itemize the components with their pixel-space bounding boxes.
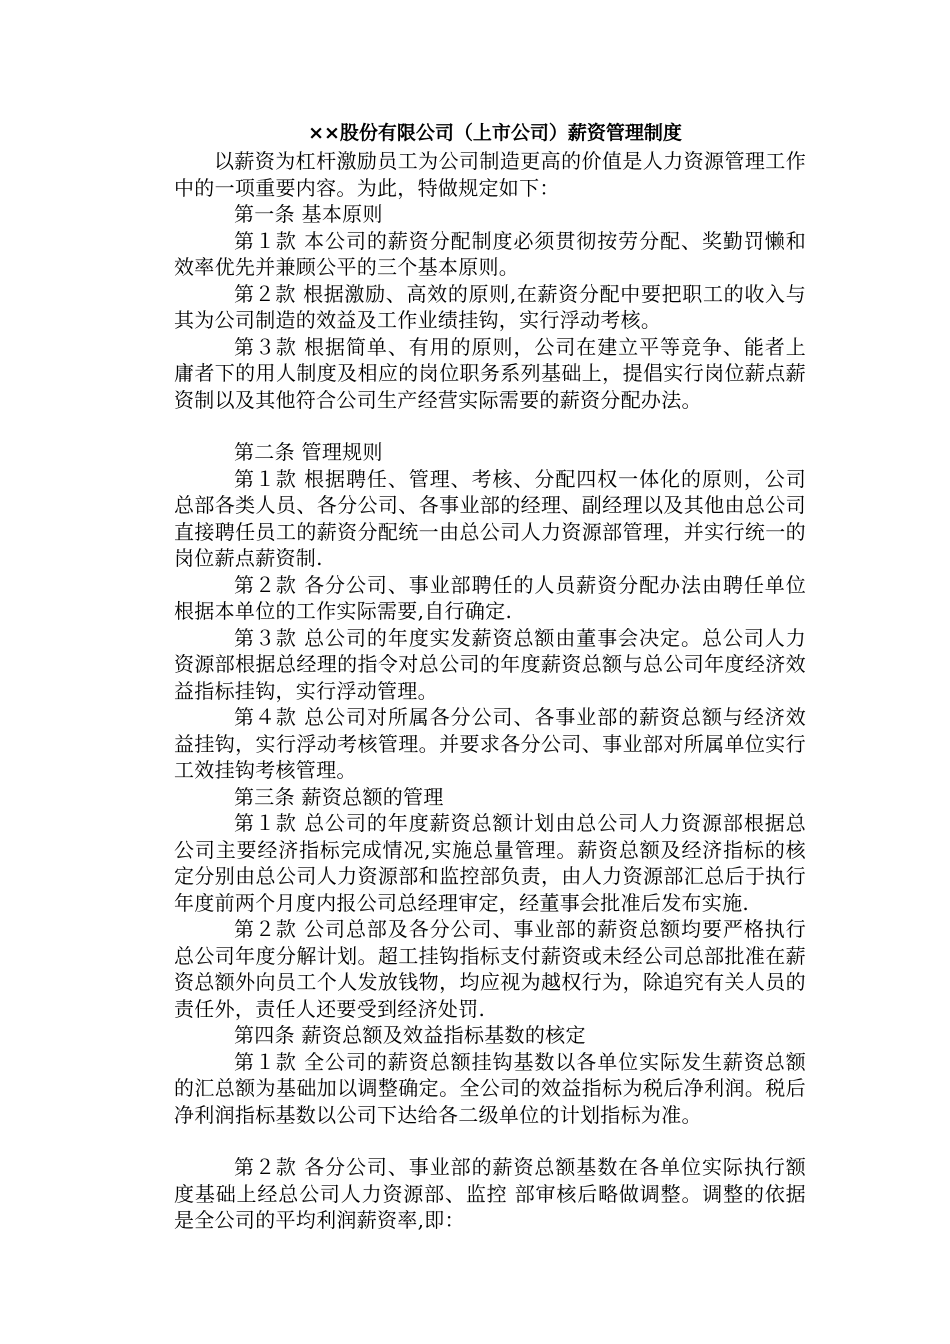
document-page	[174, 118, 806, 1234]
article-3-heading: 第三条 薪资总额的管理	[234, 784, 444, 809]
article-2-clause-4: 第４款 总公司对所属各分公司、各事业部的薪资总额与经济效益挂钩，实行浮动考核管理。并要求各分公司、事业部对所属单位实行工效挂钩考核管理。	[174, 705, 806, 782]
intro-paragraph: 以薪资为杠杆激励员工为公司制造更高的价值是人力资源管理工作中的一项重要内容。为此，特做规定如下：	[174, 149, 806, 200]
article-1-clause-1: 第１款 本公司的薪资分配制度必须贯彻按劳分配、奖勤罚懒和效率优先并兼顾公平的三个基本原则。	[174, 228, 806, 279]
article-4-heading: 第四条 薪资总额及效益指标基数的核定	[234, 1023, 586, 1047]
article-2-clause-1: 第１款 根据聘任、管理、考核、分配四权一体化的原则，公司总部各类人员、各分公司、各事业部的经理、副经理以及其他由总公司直接聘任员工的薪资分配统一由总公司人力资源部管理，并实行统一的岗位薪点薪资制.	[174, 466, 806, 570]
article-1-clause-3: 第３款 根据简单、有用的原则，公司在建立平等竞争、能者上庸者下的用人制度及相应的岗位职务系列基础上，提倡实行岗位薪点薪资制以及其他符合公司生产经营实际需要的薪资分配办法。	[174, 334, 806, 412]
article-2-clause-3: 第３款 总公司的年度实发薪资总额由董事会决定。总公司人力资源部根据总经理的指令对总公司的年度薪资总额与总公司年度经济效益指标挂钩，实行浮动管理。	[174, 625, 806, 703]
article-1-clause-2: 第２款 根据激励、高效的原则,在薪资分配中要把职工的收入与其为公司制造的效益及工作业绩挂钩，实行浮动考核。	[174, 281, 806, 332]
paragraph-gap	[174, 413, 806, 439]
article-2-clause-2: 第２款 各分公司、事业部聘任的人员薪资分配办法由聘任单位根据本单位的工作实际需要,自行确定.	[174, 572, 806, 623]
document-title: ××股份有限公司（上市公司）薪资管理制度	[308, 122, 682, 144]
article-4-clause-1: 第１款 全公司的薪资总额挂钩基数以各单位实际发生薪资总额的汇总额为基础加以调整确定。全公司的效益指标为税后净利润。税后净利润指标基数以公司下达给各二级单位的计划指标为准。	[174, 1049, 806, 1127]
article-4-clause-2: 第２款 各分公司、事业部的薪资总额基数在各单位实际执行额度基础上经总公司人力资源部、监控 部审核后略做调整。调整的依据是全公司的平均利润薪资率,即：	[174, 1155, 806, 1232]
article-2-heading: 第二条 管理规则	[234, 440, 383, 464]
article-3-clause-1: 第１款 总公司的年度薪资总额计划由总公司人力资源部根据总公司主要经济指标完成情况,实施总量管理。薪资总额及经济指标的核定分别由总公司人力资源部和监控部负责，由人力资源部汇总后于执行年度前两个月度内报公司总经理审定，经董事会批准后发布实施.	[174, 811, 806, 915]
paragraph-gap	[174, 1128, 806, 1154]
article-1-heading: 第一条 基本原则	[234, 202, 383, 226]
article-3-clause-2: 第２款 公司总部及各分公司、事业部的薪资总额均要严格执行总公司年度分解计划。超工挂钩指标支付薪资或未经公司总部批准在薪资总额外向员工个人发放钱物，均应视为越权行为，除追究有关人员的责任外，责任人还要受到经济处罚.	[174, 917, 806, 1021]
